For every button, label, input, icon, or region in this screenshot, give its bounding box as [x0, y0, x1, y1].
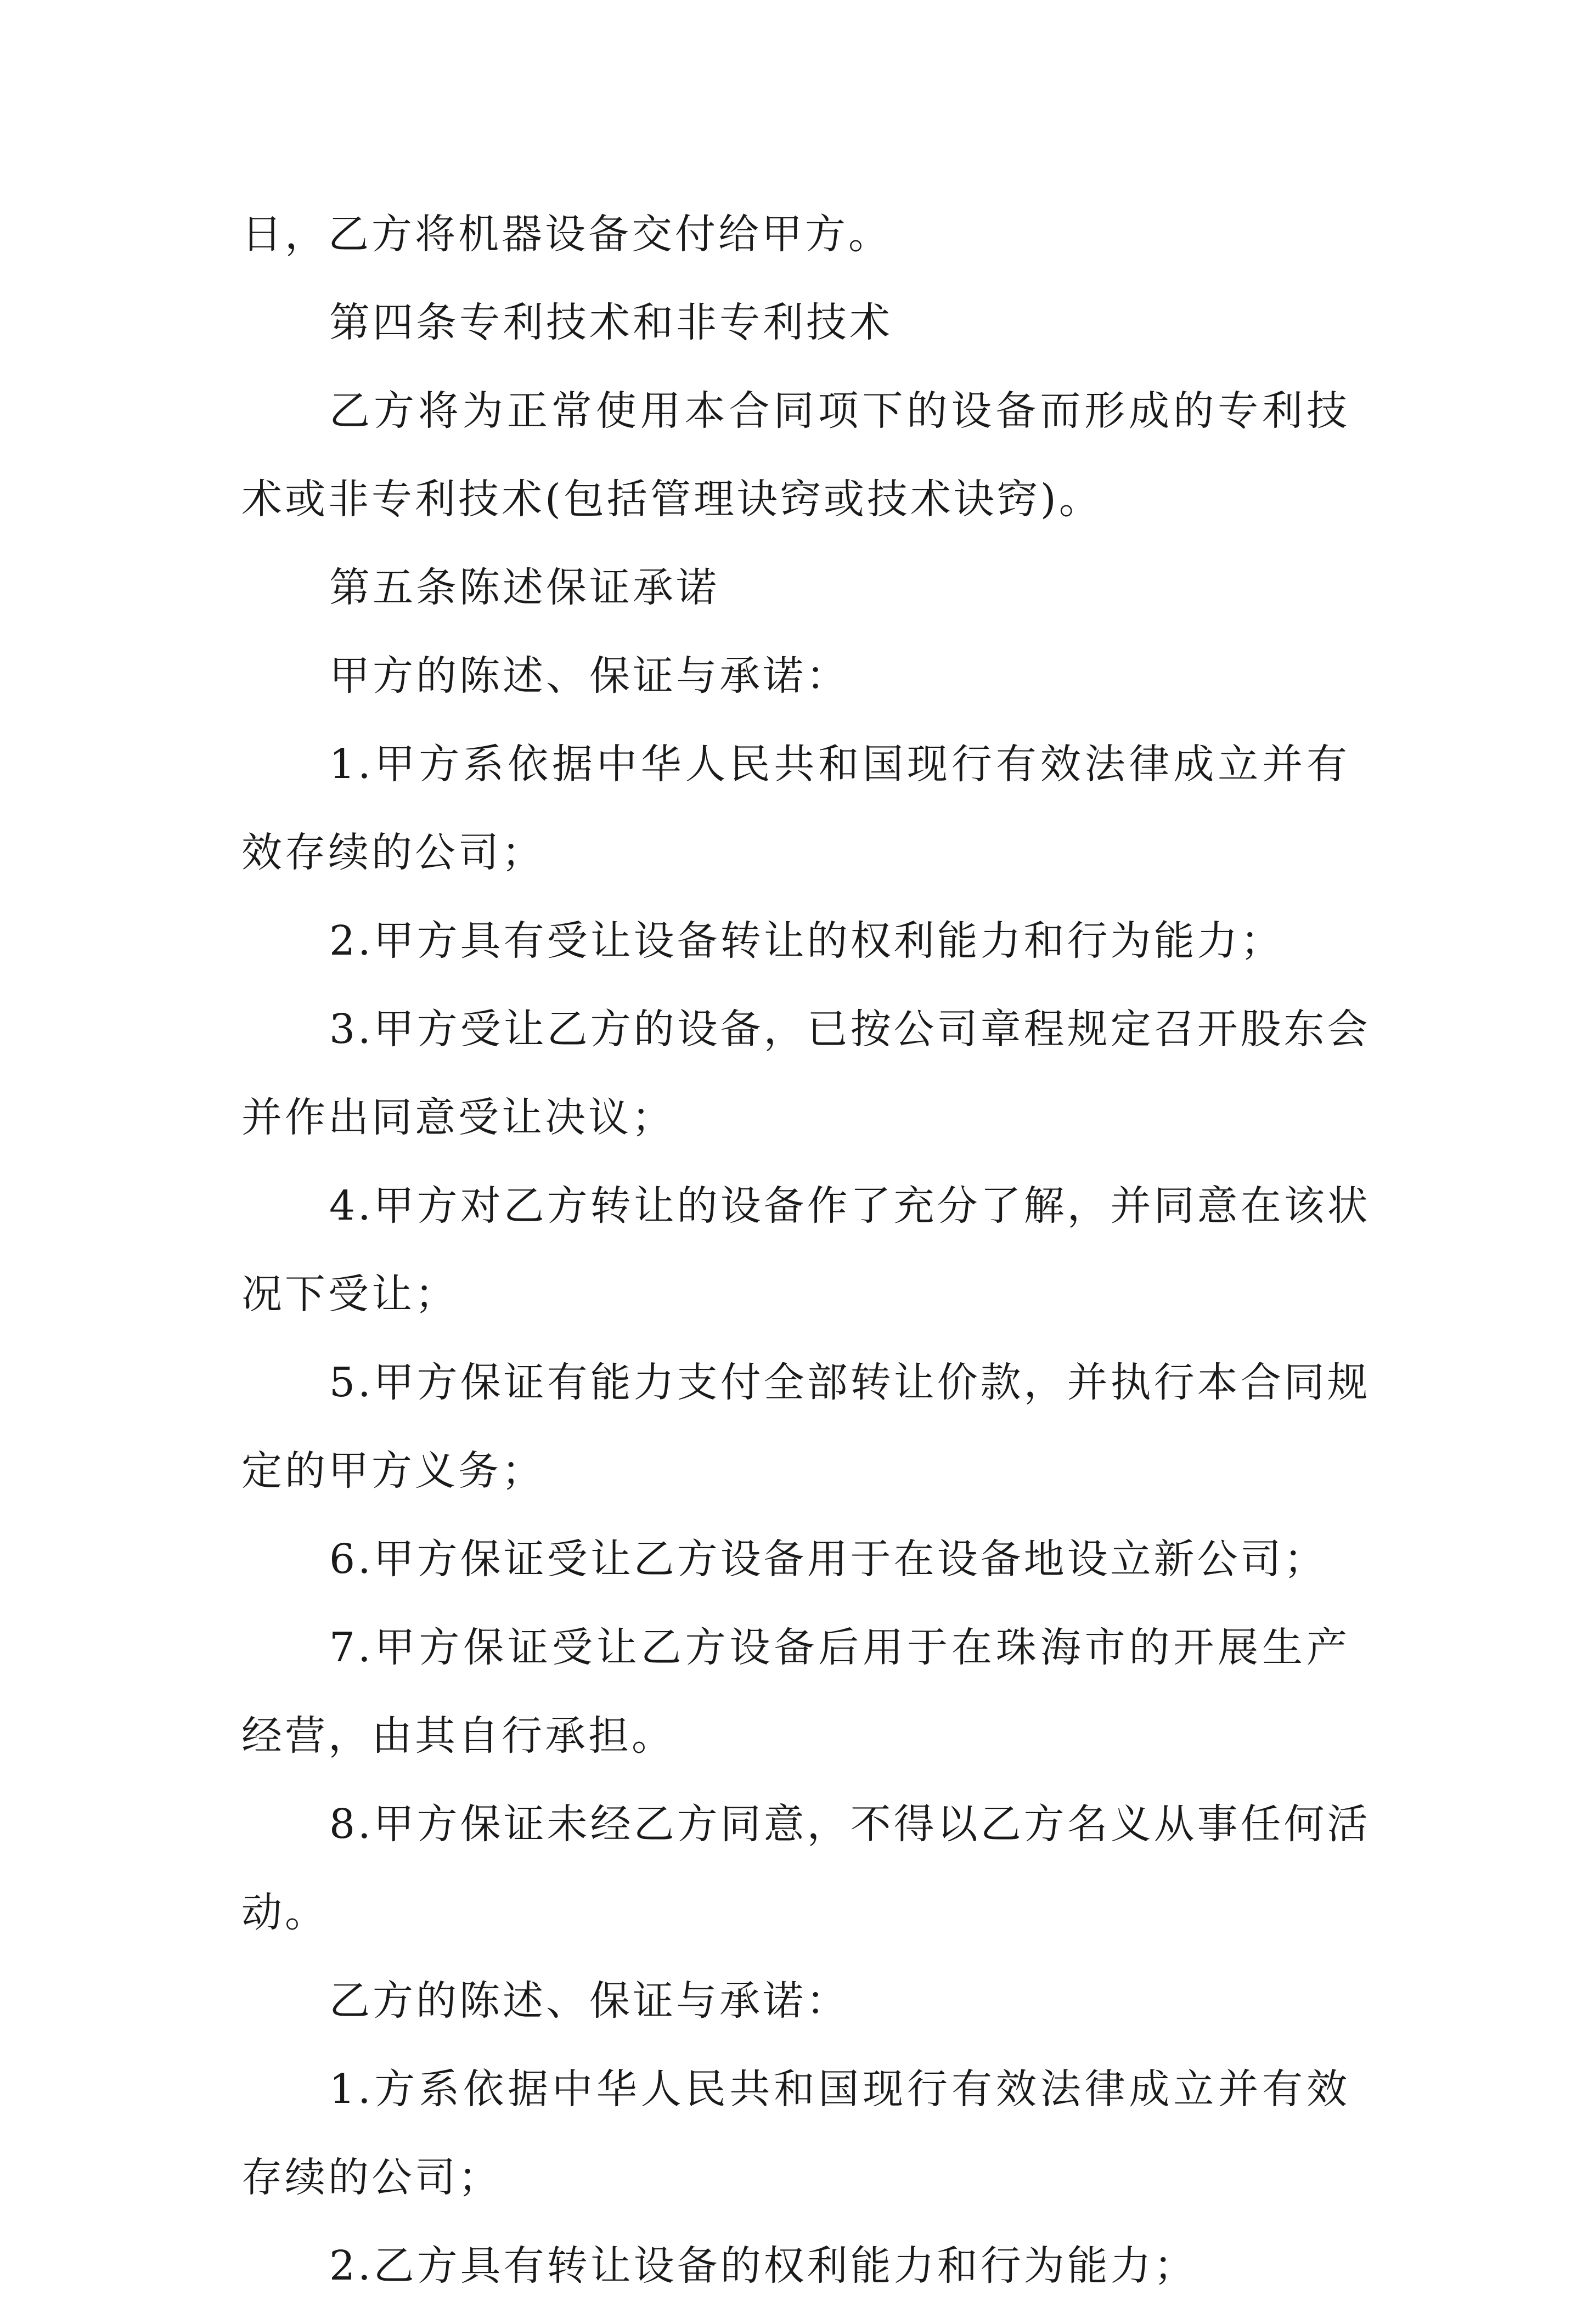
subsection-heading: 甲方的陈述、保证与承诺： [329, 652, 849, 700]
text-line: 并作出同意受让决议； [241, 1094, 675, 1141]
text-line: 动。 [241, 1889, 328, 1936]
section-heading: 第四条专利技术和非专利技术 [329, 299, 893, 346]
text-line: 日，乙方将机器设备交付给甲方。 [241, 211, 892, 258]
text-line: 况下受让； [241, 1271, 458, 1318]
text-line: 术或非专利技术(包括管理诀窍或技术诀窍)。 [241, 476, 1102, 523]
text-line: 乙方将为正常使用本合同项下的设备而形成的专利技 [329, 387, 1350, 435]
list-item: 2.甲方具有受让设备转让的权利能力和行为能力； [329, 917, 1284, 964]
document-body [241, 204, 1371, 2324]
text-line: 经营，由其自行承担。 [241, 1712, 675, 1759]
list-item: 6.甲方保证受让乙方设备用于在设备地设立新公司； [329, 1536, 1327, 1583]
list-item: 1.方系依据中华人民共和国现行有效法律成立并有效 [329, 2066, 1350, 2113]
text-line: 定的甲方义务； [241, 1447, 545, 1494]
list-item: 7.甲方保证受让乙方设备后用于在珠海市的开展生产 [329, 1624, 1350, 1671]
subsection-heading: 乙方的陈述、保证与承诺： [329, 1977, 849, 2024]
list-item: 5.甲方保证有能力支付全部转让价款，并执行本合同规 [329, 1359, 1371, 1406]
section-heading: 第五条陈述保证承诺 [329, 564, 719, 611]
list-item: 4.甲方对乙方转让的设备作了充分了解，并同意在该状 [329, 1182, 1371, 1229]
list-item: 2.乙方具有转让设备的权利能力和行为能力； [329, 2242, 1197, 2289]
text-line: 存续的公司； [241, 2154, 502, 2201]
list-item: 8.甲方保证未经乙方同意，不得以乙方名义从事任何活 [329, 1801, 1371, 1848]
list-item: 1.甲方系依据中华人民共和国现行有效法律成立并有 [329, 741, 1350, 788]
text-line: 效存续的公司； [241, 829, 545, 876]
list-item: 3.甲方受让乙方的设备，已按公司章程规定召开股东会 [329, 1006, 1371, 1053]
